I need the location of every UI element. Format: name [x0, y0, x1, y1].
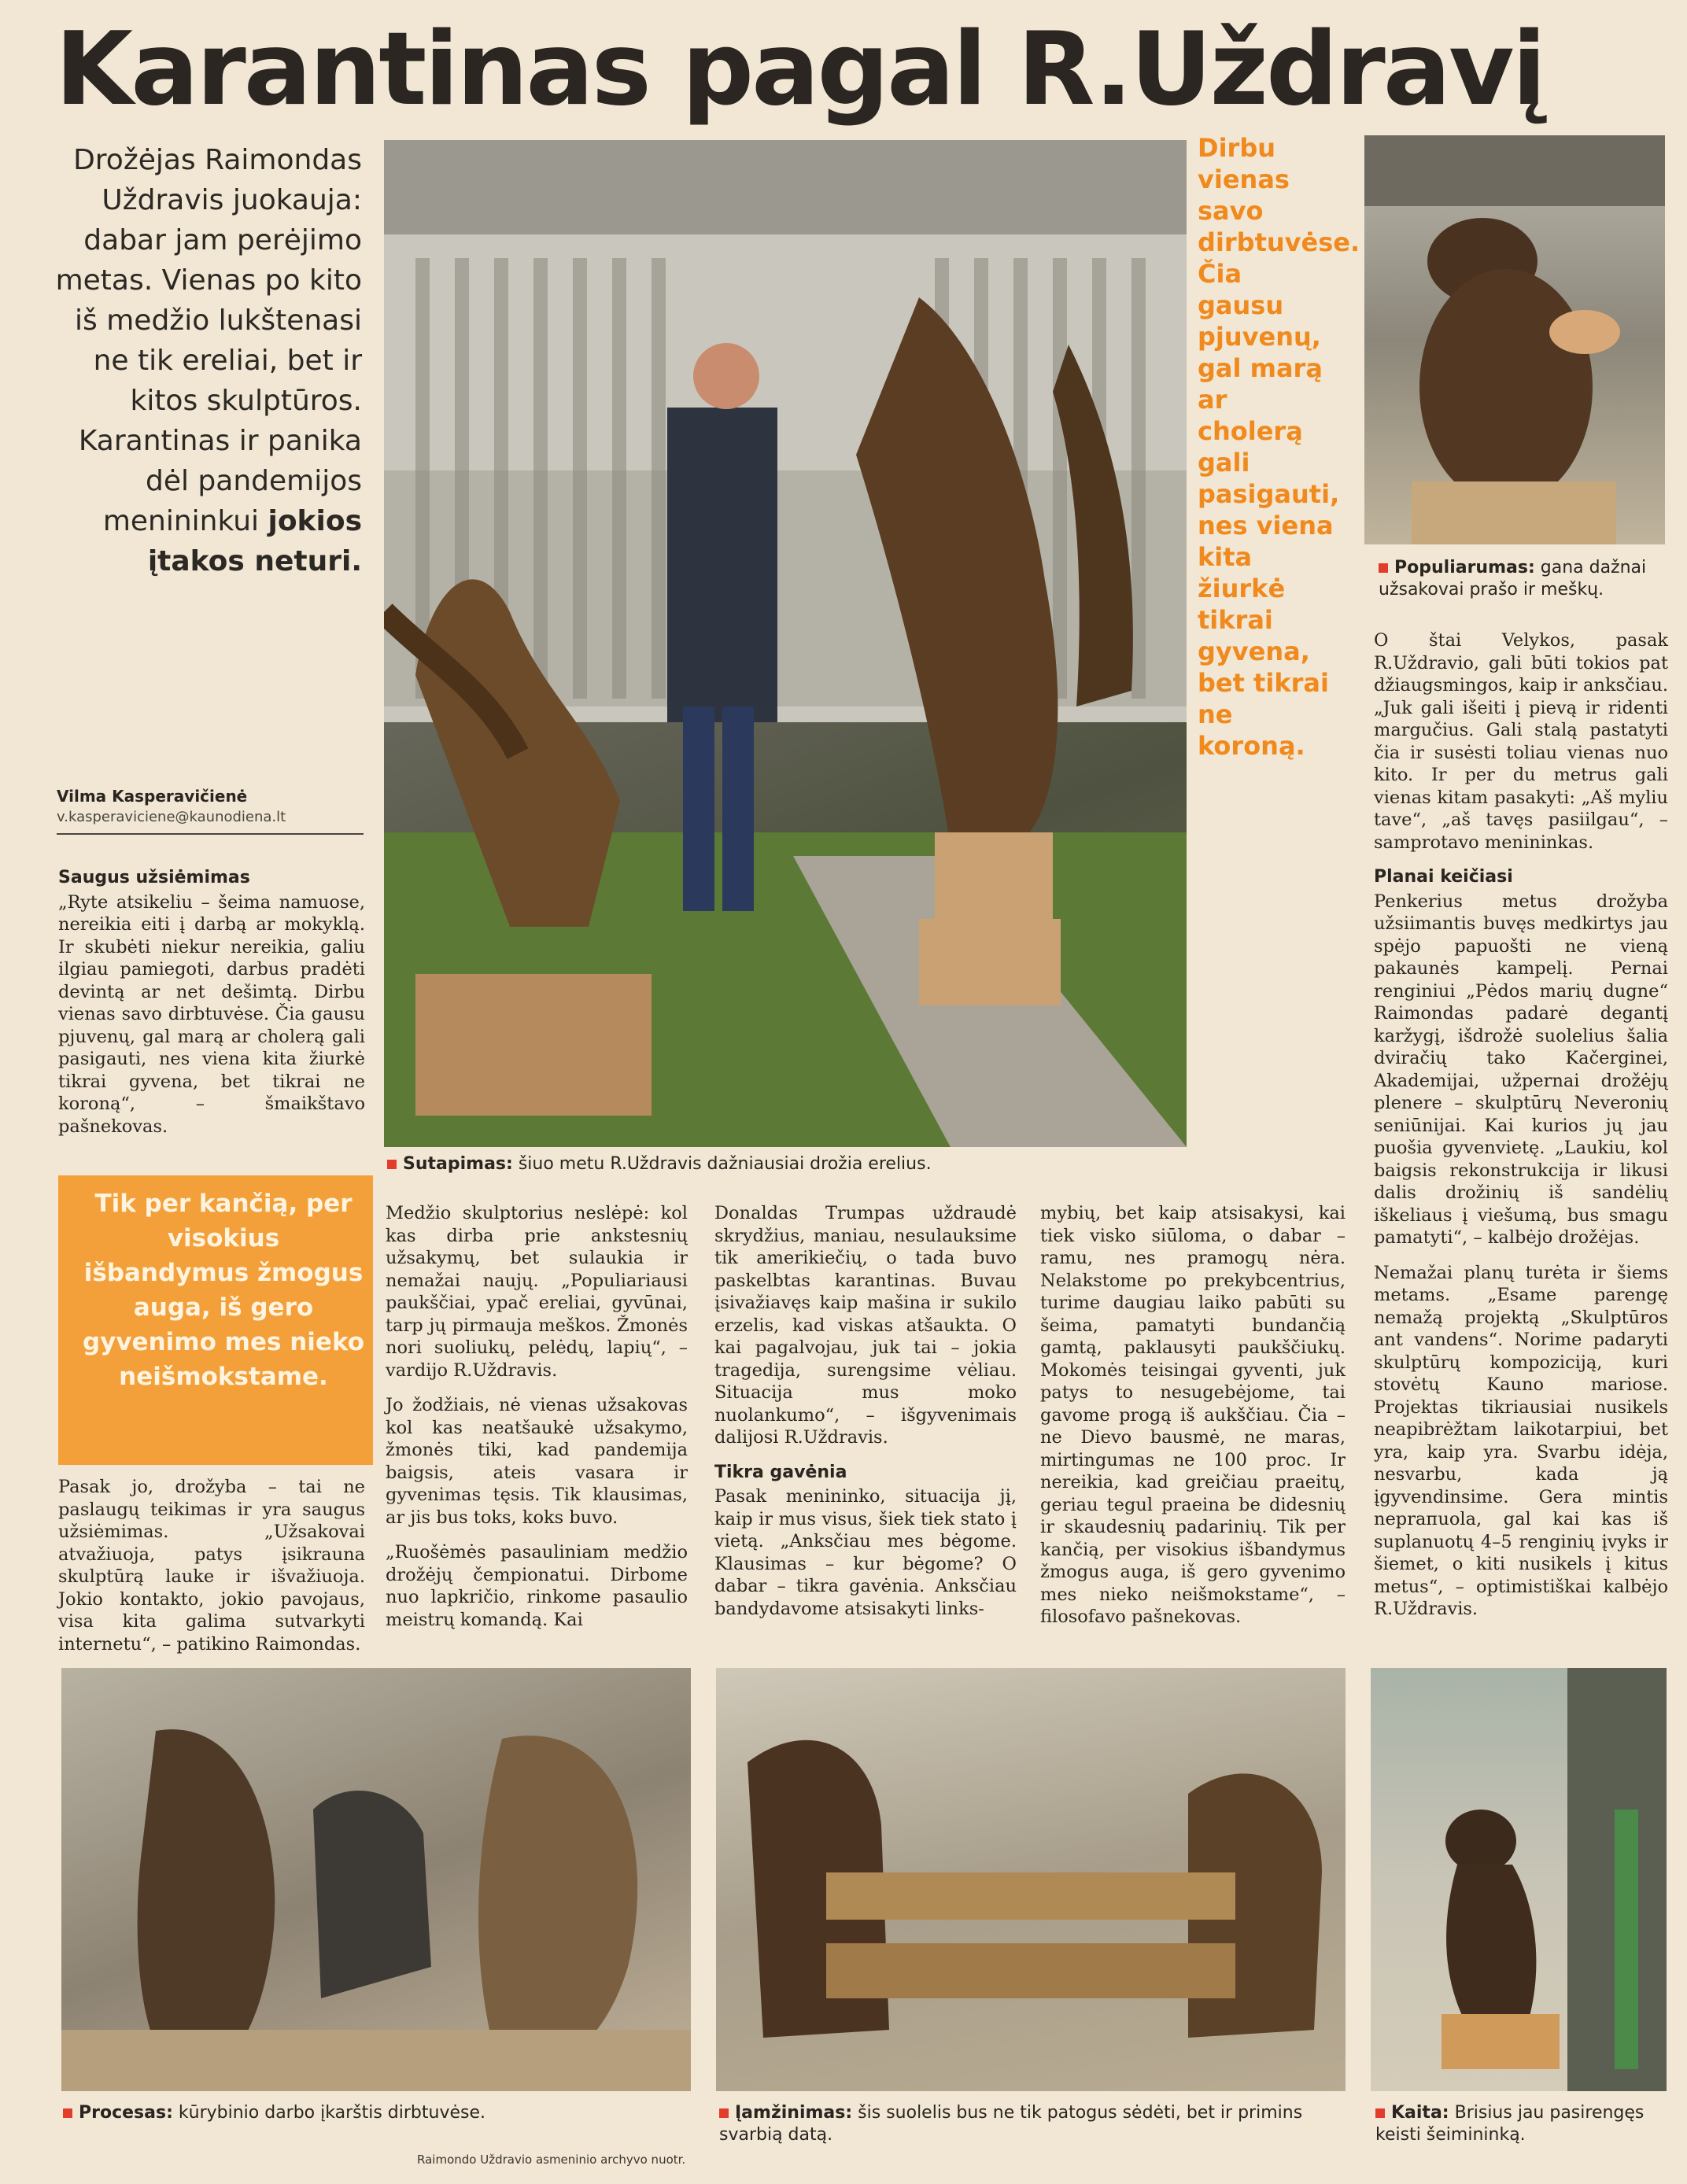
paragraph: Jo žodžiais, nė vienas užsakovas kol kas neatšaukė užsakymo, žmonės tiki, kad pandemija baigsis, ateis vasara ir gyvenimas tęsis. Tik klausimas, ar jis bus toks, koks buvo.: [386, 1395, 688, 1528]
author-divider: [57, 833, 364, 835]
paragraph: „Ryte atsikeliu – šeima namuose, nereikia eiti į darbą ar mokyklą. Ir skubėti niekur nereikia, galiu ilgiau pamiegoti, darbus pradėti devintą ar net dešimtą. Dirbu vienas savo dirbtuvėse. Čia gausu pjuvenų, gal marą ar cholerą gali pasigauti, nes viena kita žiurkė tikrai gyvena, bet tikrai ne koroną“, – šmaikštavo pašnekovas.: [58, 891, 365, 1137]
paragraph: Pasak menininko, situacija jį, kaip ir mus visus, šiek tiek stato į vietą. „Anksčiau mes bėgome. Klausimas – kur bėgome? O dabar – tikra gavėnia. Anksčiau bandydavome atsisakyti links-: [714, 1486, 1017, 1619]
caption-label: Kaita:: [1391, 2103, 1449, 2123]
caption-bullet: [1375, 2108, 1385, 2118]
main-photo: [384, 140, 1187, 1147]
dog-sculpture-illustration: [1371, 1668, 1667, 2091]
bench-photo: [716, 1668, 1346, 2091]
bench-photo-caption: [719, 2102, 1333, 2146]
subheading-planai: Planai keičiasi: [1374, 867, 1513, 887]
caption-bullet: [387, 1160, 397, 1169]
caption-text: Brisius jau pasirengęs keisti šeimininką.: [1375, 2103, 1645, 2145]
pull-quote: Dirbu vienas savo dirbtuvėse. Čia gausu pjuvenų, gal marą ar cholerą gali pasigauti, nes viena kita žiurkė tikrai gyvena, bet tikrai ne koroną.: [1198, 133, 1360, 761]
photo-credit: Raimondo Uždravio asmeninio archyvo nuotr.: [417, 2153, 686, 2167]
paragraph: Donaldas Trumpas uždraudė skrydžius, maniau, nesulauksime tik amerikiečių, o tada buvo paskelbtas karantinas. Buvau įsivažiavęs kaip mašina ir sukilo erzelis, kad viskas atšaukta. O kai pagalvojau, juk tai – jokia tragedija, surengsime vėliau. Situacija mus moko nuolankumo“, – išgyvenimais dalijosi R.Uždravis.: [714, 1203, 1017, 1448]
caption-bullet: [1379, 563, 1388, 573]
author-name: Vilma Kasperavičienė: [57, 787, 248, 806]
paragraph: Pasak jo, drožyba – tai ne paslaugų teikimas ir yra saugus užsiėmimas. „Užsakovai atvažiuoja, patys įsikrauna skulptūrą lauke ir išvažiuoja. Jokio kontakto, jokio pavojaus, visa kita galima sutvarkyti internetu“, – patikino Raimondas.: [58, 1477, 365, 1655]
caption-bullet: [719, 2108, 729, 2118]
column-4: [1040, 1202, 1346, 1641]
paragraph: mybių, bet kaip atsisakysi, kai tiek visko siūloma, o dabar – ramu, nes pramogų nėra. Nelakstome po prekybcentrius, turime daugiau laiko pabūti su šeima, pamatyti bundančią gamtą, paklausyti paukščiukų. Mokomės teisingai gyventi, juk patys to nesugebėjome, tai gavome progą iš aukščiau. Čia – ne Dievo bausmė, ne maras, mirtingumas ne 100 proc. Ir nereikia, kad greičiau praeitų, geriau tegul praeina be didesnių ir skaudesnių padarinių. Tik per kančią, per visokius išbandymus žmogus auga, iš gero gyvenimo mes nieko neišmokstame“, – filosofavo pašnekovas.: [1040, 1203, 1346, 1627]
paragraph: Medžio skulptorius neslėpė: kol kas dirba prie ankstesnių užsakymų, bet sulaukia ir nemažai naujų. „Populiariausi paukščiai, ypač ereliai, gyvūnai, tarp jų pirmauja meškos. Žmonės nori suoliukų, pelėdų, lapių“, – vardijo R.Uždravis.: [386, 1203, 688, 1381]
paragraph: Nemažai planų turėta ir šiems metams. „Esame parengę nemažą projektą „Skulptūros ant vandens“. Norime padaryti skulptūrų kompoziciją, kuri stovėtų Kauno mariose. Projektas tikriausiai nusikels neapibrėžtam laikotarpiui, bet yra, kaip yra. Svarbu idėja, nesvarbu, kada ją įgyvendinsime. Gera mintis nepraпuola, gal kai kas iš suplanuotų 4–5 renginių įvyks ir šiemet, o kiti nusikels į kitus metus“, – optimistiškai kalbėjo R.Uždravis.: [1374, 1262, 1668, 1619]
caption-text: gana dažnai užsakovai prašo ir meškų.: [1379, 558, 1647, 599]
lead-paragraph: [55, 140, 362, 581]
caption-bullet: [63, 2108, 72, 2118]
caption-text: šis suolelis bus ne tik patogus sėdėti, bet ir primins svarbią datą.: [719, 2103, 1303, 2145]
dog-photo-caption: [1375, 2102, 1659, 2146]
column-5: [1374, 629, 1668, 1633]
process-photo-caption: [63, 2102, 677, 2124]
caption-label: Įamžinimas:: [735, 2103, 853, 2123]
bench-illustration: [716, 1668, 1346, 2091]
author-email: v.kasperaviciene@kaunodiena.lt: [57, 809, 286, 825]
caption-label: Procesas:: [79, 2103, 173, 2123]
paragraph: O štai Velykos, pasak R.Uždravio, gali būti tokios pat džiaugsmingos, kaip ir anksčiau. „Juk gali išeiti į pievą ir ridenti margučius. Gali stalą pastatyti čia ir susėsti toliau vienas nuo kito. Ir per du metrus gali vienas kitam pasakyti: „Aš myliu tave“, „aš tavęs pasiilgau“, – samprotavo menininkas.: [1374, 630, 1668, 853]
quote-box-text: Tik per kančią, per visokius išbandymus žmogus auga, iš gero gyvenimo mes nieko neišmokstame.: [82, 1190, 365, 1391]
column-3: [714, 1202, 1017, 1632]
process-illustration: [61, 1668, 691, 2091]
dog-photo: [1371, 1668, 1667, 2091]
headline: Karantinas pagal R.Uždravį: [55, 11, 1545, 128]
bear-sculpture-illustration: [1364, 135, 1665, 544]
caption-label: Sutapimas:: [403, 1154, 513, 1174]
caption-label: Populiarumas:: [1394, 558, 1535, 577]
subheading-tikra-gavenia: Tikra gavėnia: [714, 1462, 847, 1482]
main-photo-illustration: [384, 140, 1187, 1147]
column-2: [386, 1202, 688, 1644]
lead-text: Drožėjas Raimondas Uždravis juokauja: dabar jam perėjimo metas. Vienas po kito iš medžio lukštenasi ne tik ereliai, bet ir kitos skulptūros. Karantinas ir panika dėl pandemijos menininkui: [55, 144, 362, 537]
caption-text: šiuo metu R.Uždravis dažniausiai drožia erelius.: [518, 1154, 932, 1174]
process-photo: [61, 1668, 691, 2091]
lead-bold: jokios įtakos neturi.: [147, 505, 362, 577]
paragraph: „Ruošėmės pasauliniam medžio drožėjų čempionatui. Dirbome nuo lapkričio, rinkome pasaulio meistrų komandą. Kai: [386, 1542, 688, 1630]
bear-photo: [1364, 135, 1665, 544]
bear-photo-caption: [1379, 557, 1662, 601]
column-1-top: [58, 864, 365, 1150]
column-1-bottom: [58, 1476, 365, 1668]
author-block: [57, 787, 364, 835]
main-photo-caption: [387, 1153, 1174, 1175]
subheading-saugus: Saugus užsiėmimas: [58, 868, 250, 887]
paragraph: Penkerius metus drožyba užsiimantis buvęs medkirtys jau spėjo papuošti ne vieną pakaunės kampelį. Pernai renginiui „Pėdos marių dugne“ Raimondas padarė degantį karžygį, išdrožė suolelius šalia dviračių tako Kačerginei, Akademijai, užpernai drožėjų plenere – skulptūrų Neveronių seniūnijai. Kai kurios jų jau puošia gyvenvietę. „Laukiu, kol baigsis rekonstrukcija ir likusi dalis drožinių iš sandėlių iškeliaus į viešumą, bus smagu pamatyti“, – kalbėjo drožėjas.: [1374, 891, 1668, 1248]
caption-text: kūrybinio darbo įkarštis dirbtuvėse.: [178, 2103, 485, 2123]
quote-box: [58, 1175, 373, 1465]
